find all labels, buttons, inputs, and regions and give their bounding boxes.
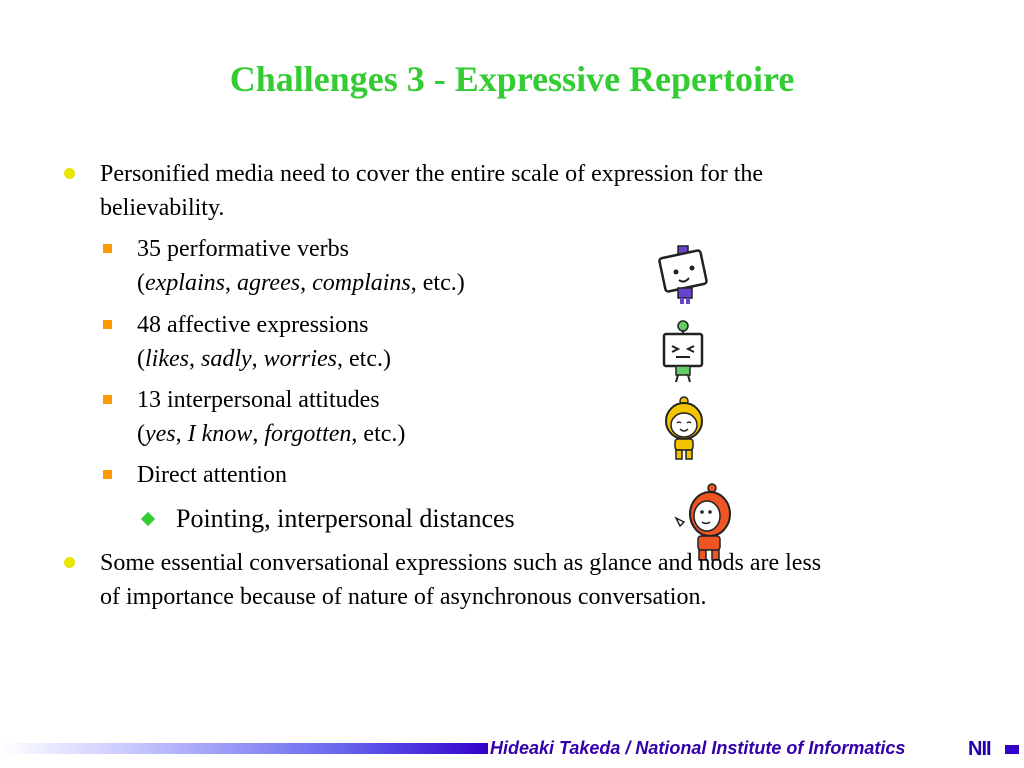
- purple-cube-character-icon: [652, 244, 712, 306]
- footer-square: [1005, 745, 1019, 754]
- bullet-dot: [64, 557, 75, 568]
- examples-tail: , etc.): [410, 270, 465, 296]
- bullet-square: [103, 470, 112, 479]
- bullet-square: [103, 395, 112, 404]
- example: sadly: [200, 346, 252, 372]
- example: likes: [145, 346, 189, 372]
- bullet-dot: [64, 168, 75, 179]
- sub-3-label: 13 interpersonal attitudes: [137, 387, 380, 413]
- bullet-diamond: [141, 512, 155, 526]
- bullet-2-line-1: Some essential conversational expressions such as glance and nods are less: [100, 550, 822, 576]
- bullet-square: [103, 244, 112, 253]
- bullet-1-line-1: Personified media need to cover the entire scale of expression for the: [100, 161, 764, 187]
- example: explains: [145, 270, 225, 296]
- bullet-1-line-2: believability.: [100, 195, 225, 221]
- bullet-2-line-2: of importance because of nature of asynchronous conversation.: [100, 584, 707, 610]
- slide-title: Challenges 3 - Expressive Repertoire: [229, 59, 795, 99]
- sub-2-examples: (likes, sadly, worries, etc.): [137, 346, 391, 372]
- sub-1-examples: (explains, agrees, complains, etc.): [137, 270, 465, 296]
- examples-tail: , etc.): [351, 421, 406, 447]
- example: complains: [312, 270, 411, 296]
- sub-1-label: 35 performative verbs: [137, 236, 349, 262]
- sub-2-label: 48 affective expressions: [137, 312, 369, 338]
- sub-4-label: Direct attention: [137, 462, 287, 488]
- example: yes: [145, 421, 176, 447]
- example: worries: [263, 346, 338, 372]
- example: I know: [187, 421, 253, 447]
- subsub-1-label: Pointing, interpersonal distances: [176, 504, 515, 533]
- example: forgotten: [264, 421, 352, 447]
- sub-3-examples: (yes, I know, forgotten, etc.): [137, 421, 406, 447]
- footer-gradient-bar: [0, 743, 488, 754]
- yellow-character-icon: [659, 395, 709, 461]
- green-robot-character-icon: [656, 320, 712, 384]
- example: agrees: [236, 270, 301, 296]
- nii-logo: NII: [968, 738, 991, 760]
- footer-credit: Hideaki Takeda / National Institute of Informatics: [490, 738, 906, 758]
- bullet-square: [103, 320, 112, 329]
- examples-tail: , etc.): [337, 346, 391, 372]
